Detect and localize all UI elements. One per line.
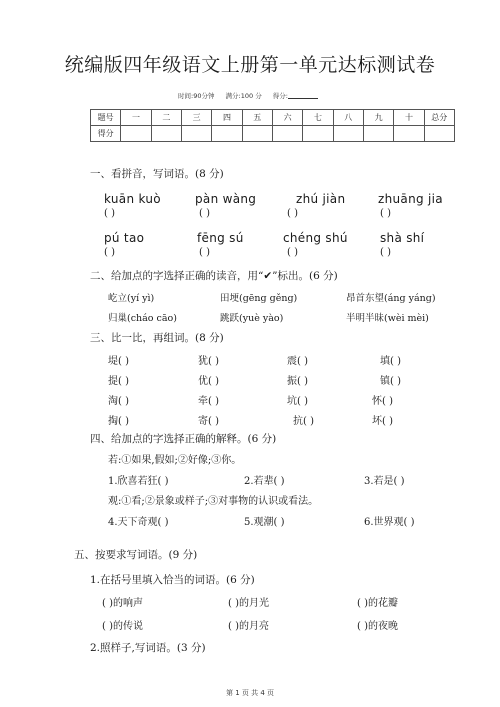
score-input-cell[interactable]: [151, 126, 181, 142]
fill-phrase-item[interactable]: ( )的月亮: [228, 621, 269, 632]
score-table-cell: 八: [333, 110, 363, 126]
section-5-sub-2: 2.照样子,写词语。(3 分): [90, 642, 206, 654]
score-input-cell[interactable]: [424, 126, 454, 142]
section-2-heading: 二、给加点的字选择正确的读音，用“✔”标出。(6 分): [90, 270, 338, 282]
fill-phrase-item[interactable]: ( )的传说: [102, 621, 143, 632]
meaning-item[interactable]: 2.若辈( ): [244, 476, 285, 487]
reading-item[interactable]: 半明半昧(wèi mèi): [346, 313, 429, 324]
reading-item[interactable]: 屹立(yí yì): [108, 293, 155, 304]
section-4-heading: 四、给加点的字选择正确的解释。(6 分): [90, 433, 277, 445]
pinyin-item: zhú jiàn: [296, 192, 346, 206]
score-table-cell: 五: [242, 110, 272, 126]
answer-blank[interactable]: ( ): [104, 247, 115, 258]
answer-blank[interactable]: ( ): [199, 208, 210, 219]
word-pair-item[interactable]: 犹( ): [198, 356, 219, 367]
word-pair-item[interactable]: 牵( ): [198, 396, 219, 407]
time-limit: 时间:90分钟: [178, 92, 215, 100]
word-pair-item[interactable]: 淘( ): [108, 396, 129, 407]
score-blank: [288, 92, 318, 99]
score-table-cell: 六: [272, 110, 302, 126]
score-table-row-label: 得分: [91, 126, 121, 142]
score-table-cell: 二: [151, 110, 181, 126]
score-input-cell[interactable]: [303, 126, 333, 142]
score-table-cell: 总分: [424, 110, 454, 126]
score-table-cell: 三: [181, 110, 211, 126]
score-input-cell[interactable]: [242, 126, 272, 142]
score-table-cell: 七: [303, 110, 333, 126]
score-input-cell[interactable]: [394, 126, 424, 142]
meaning-item[interactable]: 1.欣喜若狂( ): [108, 476, 169, 487]
word-pair-item[interactable]: 坑( ): [287, 396, 308, 407]
pinyin-item: pàn wàng: [195, 192, 257, 206]
fill-phrase-item[interactable]: ( )的响声: [102, 598, 143, 609]
score-input-cell[interactable]: [272, 126, 302, 142]
pinyin-item: fēng sú: [197, 231, 244, 245]
word-pair-item[interactable]: 填( ): [380, 356, 401, 367]
word-pair-item[interactable]: 抗( ): [293, 416, 314, 427]
word-pair-item[interactable]: 掏( ): [108, 416, 129, 427]
section-3-heading: 三、比一比，再组词。(8 分): [90, 332, 224, 344]
reading-item[interactable]: 昂首东望(áng yáng): [346, 293, 436, 304]
fill-phrase-item[interactable]: ( )的花瓣: [357, 598, 398, 609]
exam-title: 统编版四年级语文上册第一单元达标测试卷: [64, 54, 436, 76]
answer-blank[interactable]: ( ): [104, 208, 115, 219]
section-1-heading: 一、看拼音，写词语。(8 分): [90, 168, 224, 180]
score-label: 得分:: [273, 92, 327, 100]
exam-meta: [178, 91, 336, 100]
reading-item[interactable]: 田埂(gēng gěng): [220, 293, 298, 304]
answer-blank[interactable]: ( ): [287, 208, 298, 219]
section-5-heading: 五、按要求写词语。(9 分): [74, 549, 198, 561]
pinyin-item: chéng shú: [283, 231, 348, 245]
score-table-score-row: [91, 126, 455, 142]
word-pair-item[interactable]: 寄( ): [198, 416, 219, 427]
word-pair-item[interactable]: 震( ): [287, 356, 308, 367]
score-table-cell: 四: [212, 110, 242, 126]
meaning-item[interactable]: 6.世界观( ): [364, 517, 415, 528]
score-input-cell[interactable]: [181, 126, 211, 142]
word-pair-item[interactable]: 坏( ): [372, 416, 393, 427]
word-pair-item[interactable]: 镇( ): [380, 376, 401, 387]
guan-definitions: 观:①看;②景象或样子;③对事物的认识或看法。: [108, 496, 319, 507]
score-input-cell[interactable]: [363, 126, 393, 142]
answer-blank[interactable]: ( ): [199, 247, 210, 258]
answer-blank[interactable]: ( ): [380, 247, 391, 258]
score-input-cell[interactable]: [333, 126, 363, 142]
score-input-cell[interactable]: [121, 126, 151, 142]
reading-item[interactable]: 跳跃(yuè yào): [220, 313, 284, 324]
word-pair-item[interactable]: 怀( ): [372, 396, 393, 407]
pinyin-item: pú tao: [104, 231, 145, 245]
fill-phrase-item[interactable]: ( )的月光: [228, 598, 269, 609]
score-table-cell: 一: [121, 110, 151, 126]
pinyin-item: kuān kuò: [104, 192, 161, 206]
score-table-cell: 十: [394, 110, 424, 126]
meaning-item[interactable]: 4.天下奇观( ): [108, 517, 169, 528]
score-input-cell[interactable]: [212, 126, 242, 142]
score-table-header-row: [91, 110, 455, 126]
answer-blank[interactable]: ( ): [380, 208, 391, 219]
score-table-cell: 题号: [91, 110, 121, 126]
ruo-definitions: 若:①如果,假如;②好像;③你。: [108, 455, 242, 466]
pinyin-item: shà shí: [380, 231, 425, 245]
section-5-sub-1: 1.在括号里填入恰当的词语。(6 分): [90, 574, 255, 586]
reading-item[interactable]: 归巢(cháo cāo): [108, 313, 177, 324]
word-pair-item[interactable]: 堤( ): [108, 356, 129, 367]
fill-phrase-item[interactable]: ( )的夜晚: [357, 621, 398, 632]
word-pair-item[interactable]: 振( ): [287, 376, 308, 387]
page-footer: 第 1 页 共 4 页: [225, 689, 275, 697]
score-table: [90, 109, 455, 142]
answer-blank[interactable]: ( ): [287, 247, 298, 258]
meaning-item[interactable]: 5.观潮( ): [244, 517, 285, 528]
word-pair-item[interactable]: 优( ): [198, 376, 219, 387]
word-pair-item[interactable]: 提( ): [108, 376, 129, 387]
meaning-item[interactable]: 3.若是( ): [364, 476, 405, 487]
score-table-cell: 九: [363, 110, 393, 126]
full-score: 满分:100 分: [225, 92, 262, 100]
pinyin-item: zhuāng jia: [378, 192, 443, 206]
